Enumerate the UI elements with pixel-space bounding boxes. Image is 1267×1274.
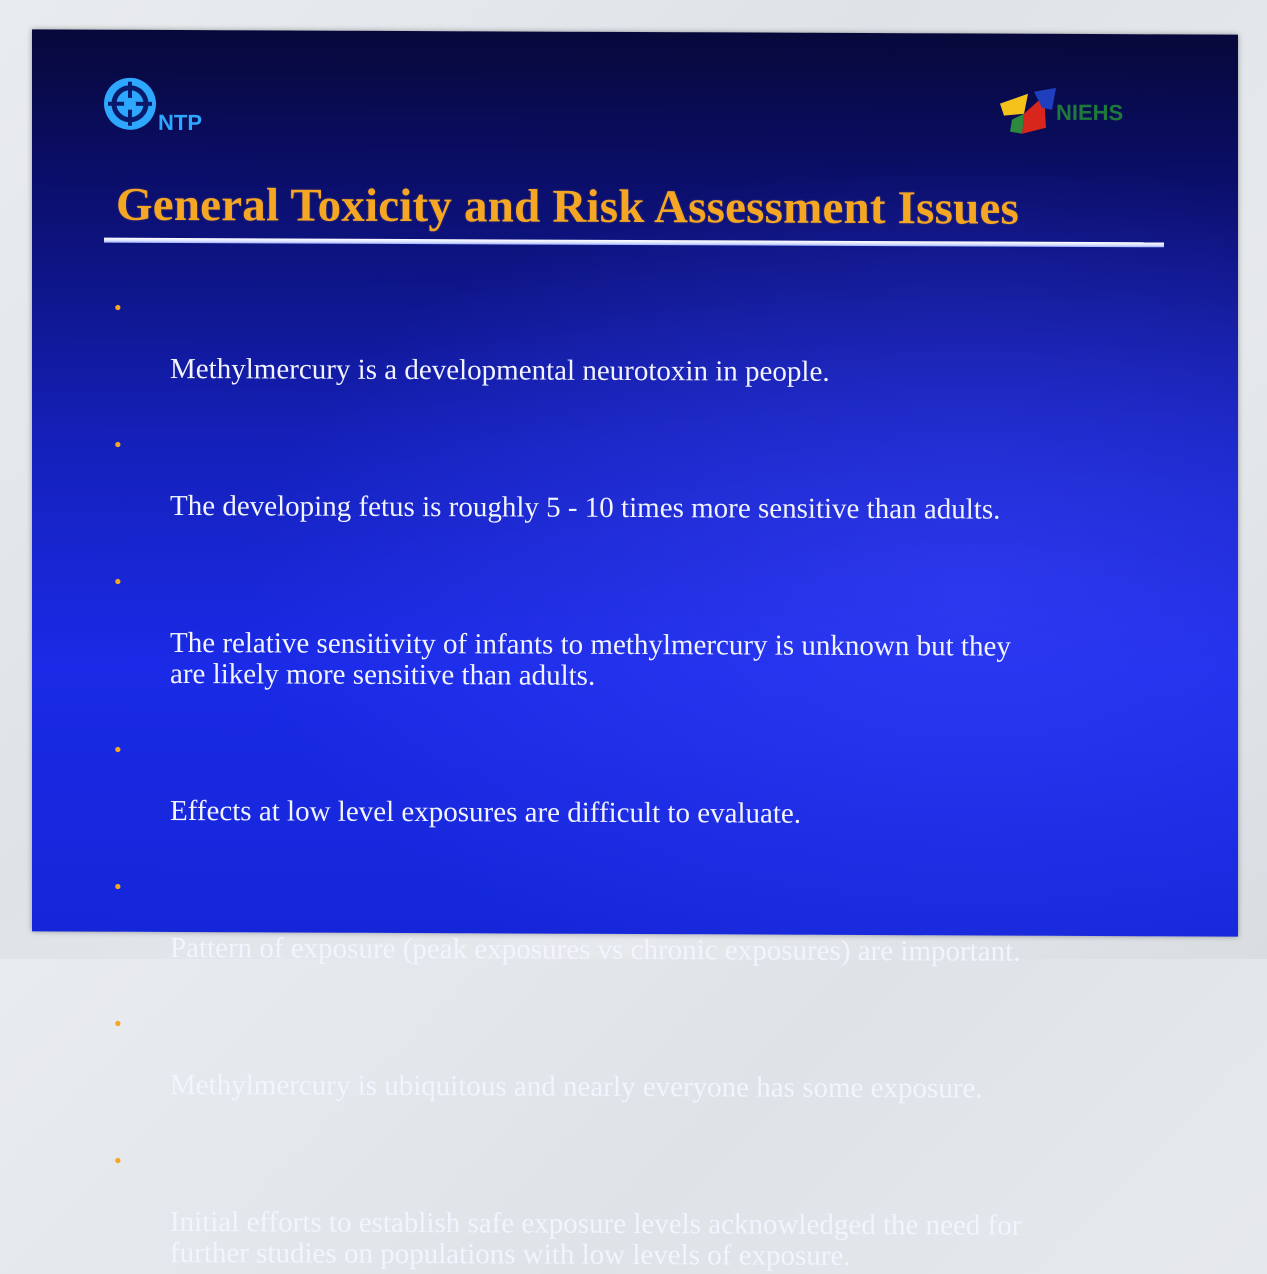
- list-item: [112, 1145, 1192, 1274]
- niehs-logo-text: NIEHS: [1056, 99, 1124, 126]
- list-item: [112, 566, 1192, 695]
- niehs-logo-mark: [994, 84, 1154, 141]
- bullet-text: Effects at low level exposures are difficult to evaluate.: [170, 794, 802, 830]
- bullet-text: Methylmercury is ubiquitous and nearly everyone has some exposure.: [170, 1068, 983, 1105]
- list-item: [112, 734, 1192, 832]
- bullet-marker: •: [114, 1010, 122, 1036]
- bullet-marker: •: [114, 736, 122, 762]
- bullet-marker: •: [114, 1147, 122, 1173]
- bullet-marker: •: [114, 873, 122, 899]
- title-divider: [104, 238, 1164, 248]
- ntp-logo-mark: [100, 78, 230, 135]
- bullet-list: [112, 292, 1192, 1274]
- niehs-logo: [994, 84, 1154, 141]
- bullet-text: Initial efforts to establish safe exposure levels acknowledged the need for further studies on populations with low levels of exposure.: [170, 1205, 1022, 1272]
- list-item: [112, 871, 1192, 969]
- list-item: [112, 429, 1192, 527]
- bullet-text: The relative sensitivity of infants to methylmercury is unknown but they are likely more sensitive than adults.: [170, 626, 1011, 692]
- ntp-logo: [100, 78, 230, 135]
- slide-title: General Toxicity and Risk Assessment Issues: [116, 178, 1020, 235]
- bullet-text: The developing fetus is roughly 5 - 10 times more sensitive than adults.: [170, 489, 1001, 526]
- projected-slide: [32, 29, 1238, 1272]
- bullet-marker: •: [114, 568, 122, 594]
- ntp-logo-text: NTP: [158, 109, 202, 135]
- list-item: [112, 292, 1192, 390]
- bullet-marker: •: [114, 431, 122, 457]
- bullet-text: Methylmercury is a developmental neurotoxin in people.: [170, 352, 830, 388]
- bullet-text: Pattern of exposure (peak exposures vs chronic exposures) are important.: [170, 931, 1021, 968]
- list-item: [112, 1008, 1192, 1106]
- bullet-marker: •: [114, 294, 122, 320]
